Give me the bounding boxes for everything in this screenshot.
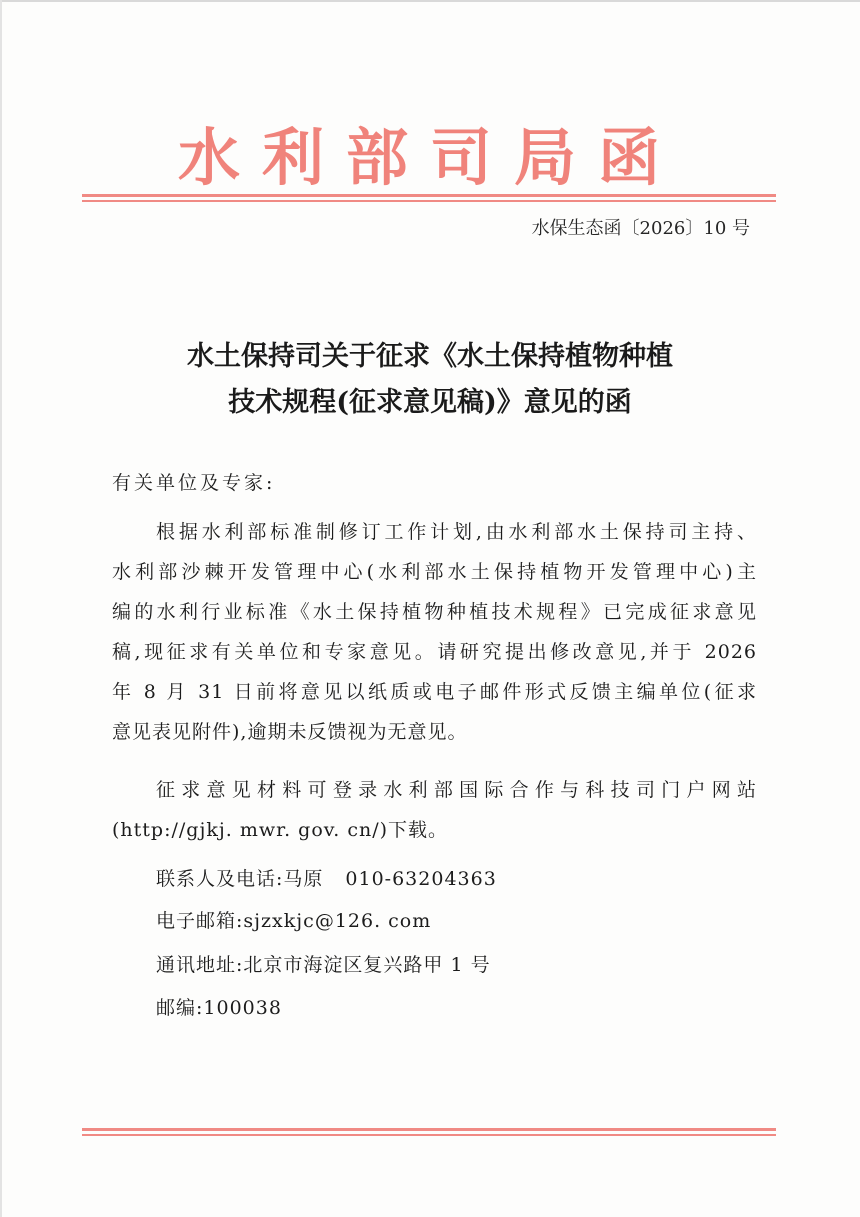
contact-person-line	[156, 864, 497, 894]
footer-rule-thick	[82, 1128, 776, 1131]
document-number: 水保生态函〔2026〕10 号	[531, 218, 750, 239]
letterhead-rule-thin	[82, 200, 776, 202]
paragraph-line: 编的水利行业标准《水土保持植物种植技术规程》已完成征求意见	[112, 601, 757, 623]
paragraph-line: 意见表见附件),逾期未反馈视为无意见。	[112, 721, 468, 743]
paragraph-line: (http://gjkj. mwr. gov. cn/)下载。	[112, 819, 449, 841]
contact-postcode-line: 邮编:100038	[156, 997, 282, 1019]
body-paragraph-2	[112, 770, 757, 850]
paragraph-line: 根据水利部标准制修订工作计划,由水利部水土保持司主持、	[156, 521, 757, 543]
body-paragraph-1	[112, 512, 757, 752]
paragraph-line: 征求意见材料可登录水利部国际合作与科技司门户网站	[156, 779, 757, 801]
letterhead-title: 水利部司局函	[177, 121, 682, 194]
document-title	[0, 334, 860, 426]
letterhead-rule-thick	[82, 194, 776, 197]
contact-email-line: 电子邮箱:sjzxkjc@126. com	[156, 910, 432, 932]
footer-rule-thin	[82, 1134, 776, 1136]
contact-phone: 010-63204363	[345, 868, 497, 890]
document-title-line-1: 水土保持司关于征求《水土保持植物种植	[187, 341, 673, 372]
paragraph-line: 年 8 月 31 日前将意见以纸质或电子邮件形式反馈主编单位(征求	[112, 681, 757, 703]
contact-address-line: 通讯地址:北京市海淀区复兴路甲 1 号	[156, 954, 491, 976]
document-title-line-2: 技术规程(征求意见稿)》意见的函	[228, 387, 632, 418]
paragraph-line: 稿,现征求有关单位和专家意见。请研究提出修改意见,并于 2026	[112, 641, 757, 663]
salutation: 有关单位及专家:	[112, 472, 276, 494]
scan-edge-top	[0, 0, 860, 2]
paragraph-line: 水利部沙棘开发管理中心(水利部水土保持植物开发管理中心)主	[112, 561, 757, 583]
contact-person-label: 联系人及电话:马原	[156, 868, 324, 890]
